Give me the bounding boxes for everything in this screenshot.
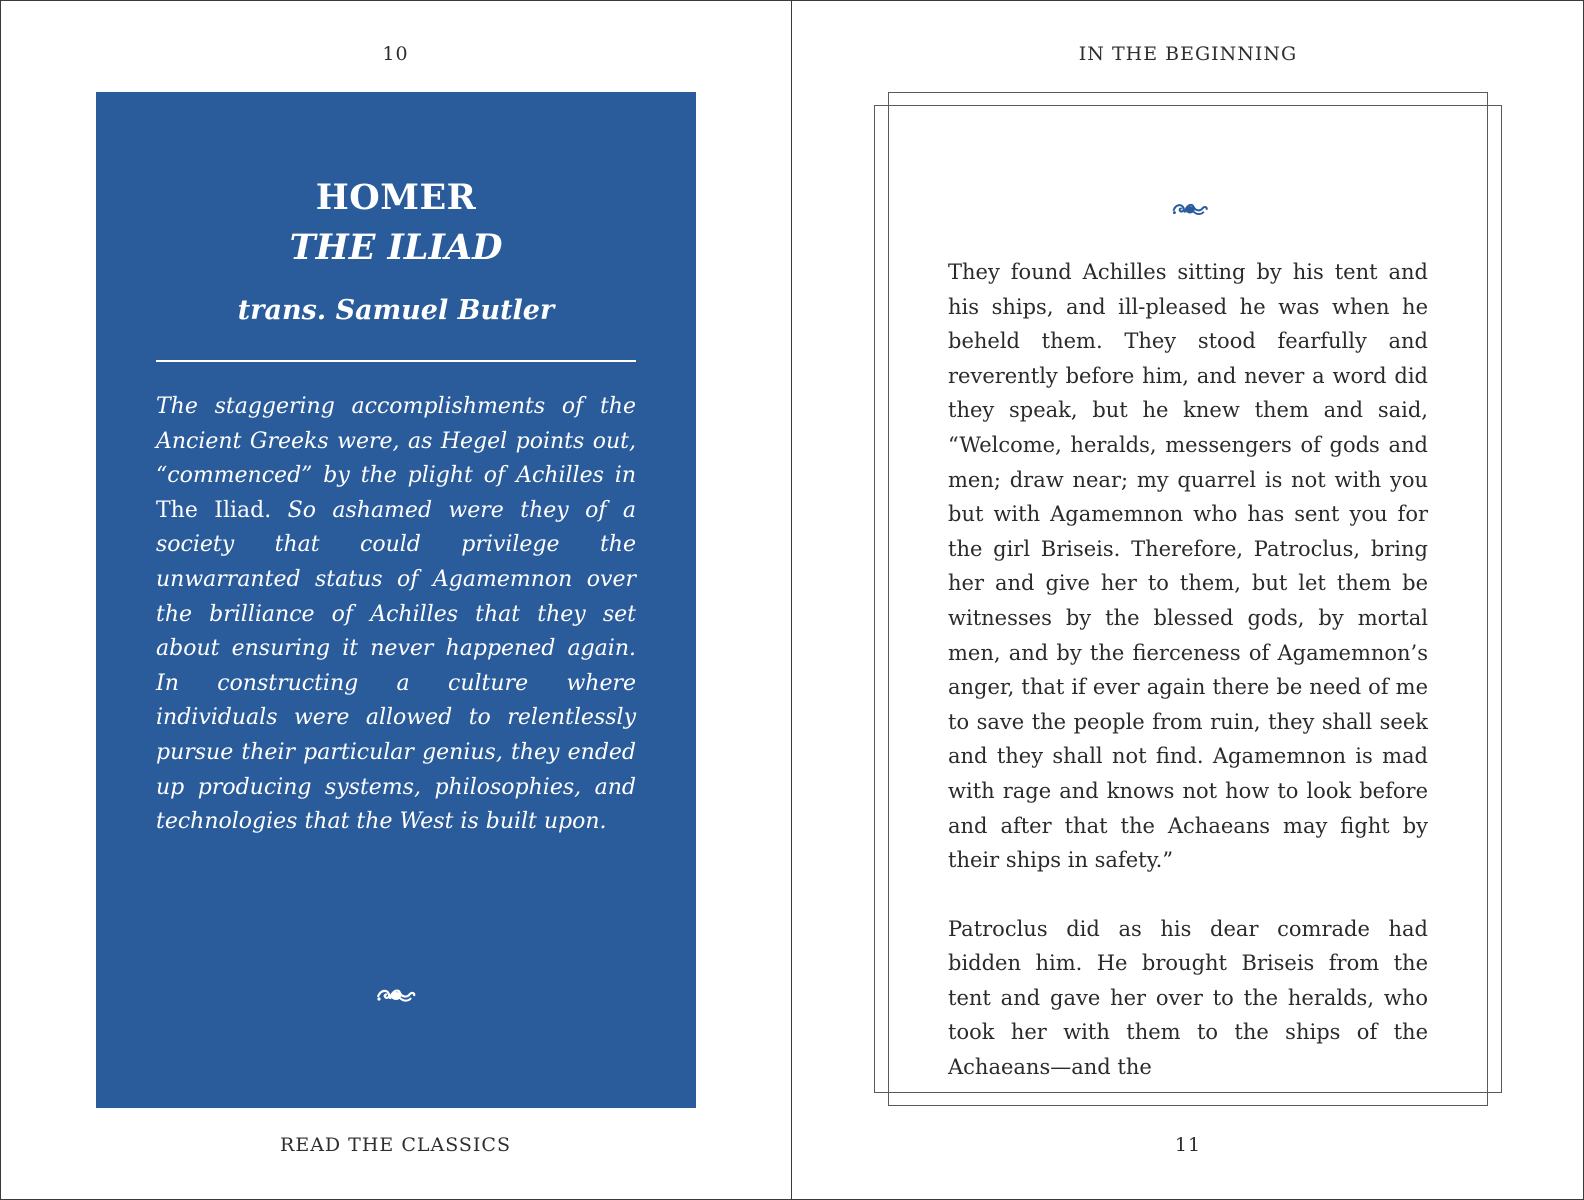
fleuron-icon xyxy=(1169,197,1211,219)
fleuron-icon xyxy=(374,982,418,1006)
left-running-foot: READ THE CLASSICS xyxy=(280,1134,511,1156)
body-text xyxy=(948,255,1428,1085)
left-page-number: 10 xyxy=(382,43,409,65)
book-card xyxy=(96,92,696,1108)
blurb-work-title: The Iliad. xyxy=(156,497,272,523)
card-author: HOMER xyxy=(315,177,477,218)
blurb-text-1: The staggering accomplishments of the Ancient Greeks were, as Hegel points out, “commenced” by the plight of Achilles in xyxy=(156,394,636,489)
body-paragraph: They found Achilles sitting by his tent and his ships, and ill-pleased he was when he beheld them. They stood fearfully and reverently before him, and never a word did they speak, but he knew them and said, “Welcome, heralds, messengers of gods and men; draw near; my quarrel is not with you but with Agamemnon who has sent you for the girl Briseis. Therefore, Patroclus, bring her and give her to them, but let them be witnesses by the blessed gods, by mortal men, and by the fierceness of Agamemnon’s anger, that if ever again there be need of me to save the people from ruin, they shall seek and they shall not find. Agamemnon is mad with rage and knows not how to look before and after that the Achaeans may fight by their ships in safety.” xyxy=(948,260,1428,873)
right-page-number: 11 xyxy=(1174,1134,1202,1156)
card-translator: trans. Samuel Butler xyxy=(237,295,555,326)
page-gutter xyxy=(791,0,792,1200)
body-paragraph: Patroclus did as his dear comrade had bidden him. He brought Briseis from the tent and gave her over to the heralds, who took her with them to the ships of the Achaeans—and the xyxy=(948,916,1428,1080)
card-divider xyxy=(156,360,636,362)
right-running-head: IN THE BEGINNING xyxy=(1078,43,1298,65)
blurb-text-2: So ashamed were they of a society that could privilege the unwarranted status of Agamemnon over the brilliance of Achilles that they set about ensuring it never happened again. In constructing a culture where individuals were allowed to relentlessly pursue their particular genius, they ended up producing systems, philosophies, and technologies that the West is built upon. xyxy=(156,497,637,835)
card-blurb xyxy=(156,390,636,840)
card-work-title: THE ILIAD xyxy=(289,227,503,268)
